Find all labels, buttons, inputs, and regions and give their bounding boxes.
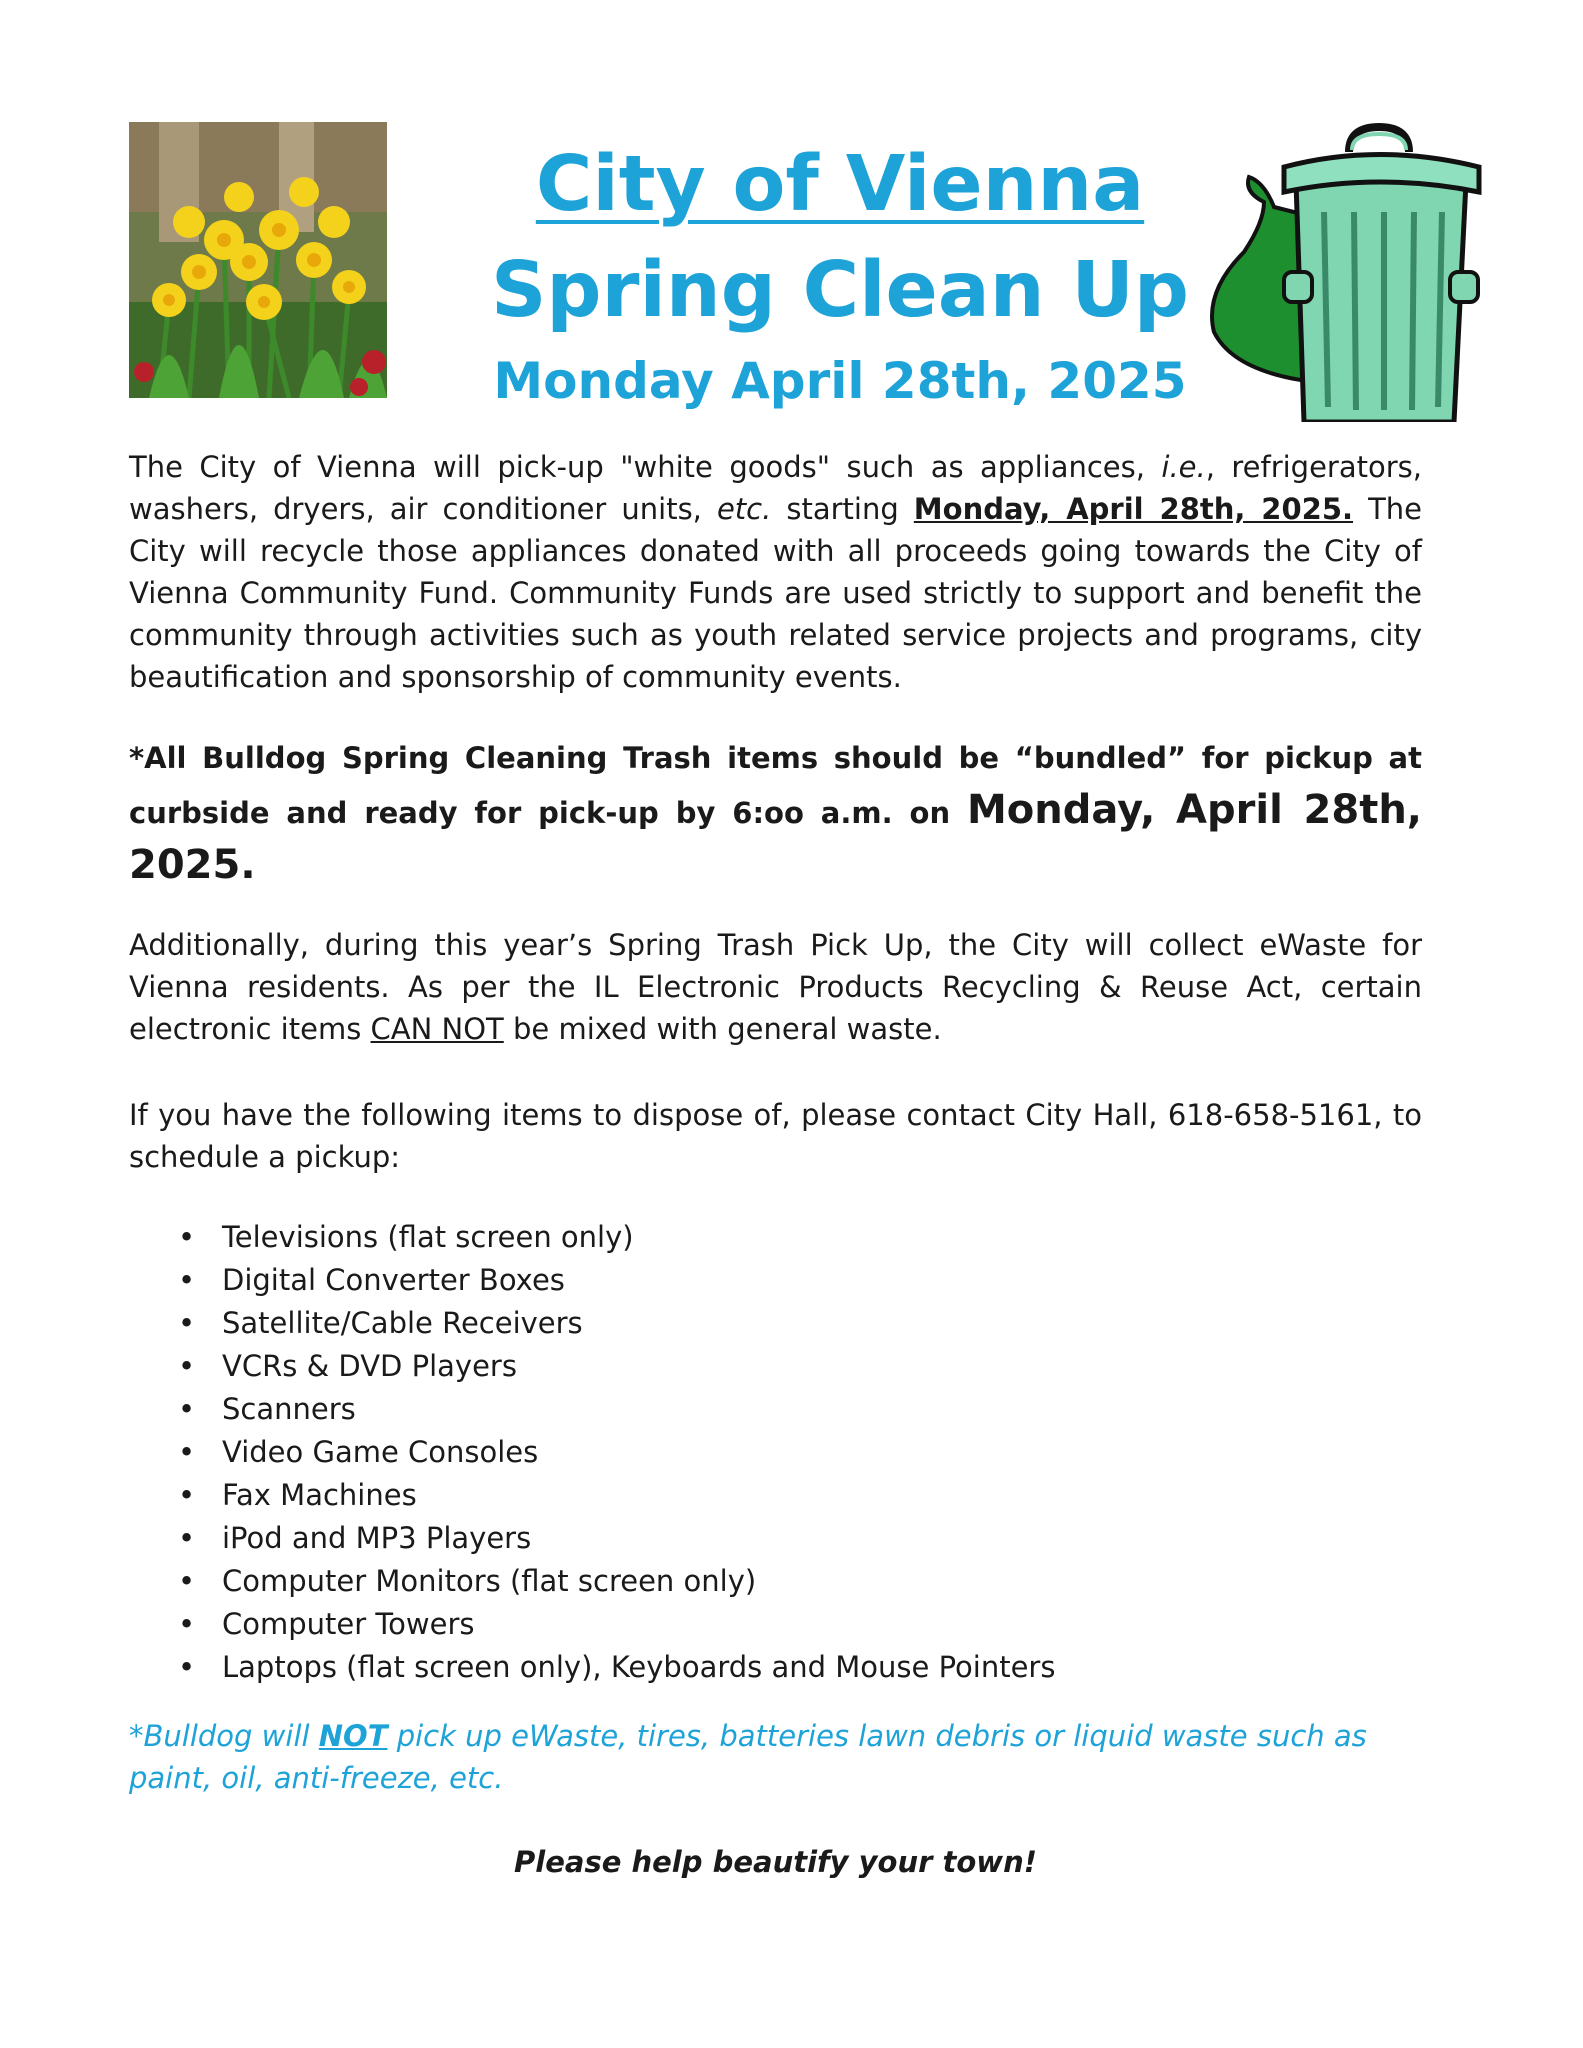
list-item: • Televisions (flat screen only) <box>222 1216 1422 1259</box>
ewaste-paragraph <box>129 924 1422 1050</box>
text: Additionally, during this year’s Spring Trash Pick Up, the City will collect eWaste for Vienna residents. As per the IL Electronic Products Recycling & Reuse Act, certain electronic items <box>129 928 1422 1046</box>
list-item: • iPod and MP3 Players <box>222 1517 1422 1560</box>
text-italic: i.e. <box>1161 450 1206 484</box>
pickup-date: Monday, April 28th, 2025. <box>913 492 1354 526</box>
flyer-body <box>129 446 1422 1883</box>
pickup-date-large: Monday, April 28th, 2025 <box>129 787 1422 888</box>
event-date: Monday April 28th, 2025 <box>493 352 1187 410</box>
bulldog-note <box>129 1715 1422 1799</box>
ewaste-items-list <box>129 1216 1422 1689</box>
text: The City will recycle those appliances donated with all proceeds going towards the City of Vienna Community Fund. Community Funds are used strictly to support and benefit the community through activities such as youth related service projects and programs, city beautification and sponsorship of community events. <box>129 492 1423 694</box>
list-item: • Digital Converter Boxes <box>222 1259 1422 1302</box>
list-item: • VCRs & DVD Players <box>222 1345 1422 1388</box>
text: pick up eWaste, tires, batteries lawn debris or liquid waste such as paint, oil, anti-freeze, etc. <box>129 1719 1367 1795</box>
daffodil-icon <box>129 122 387 398</box>
list-item: • Scanners <box>222 1388 1422 1431</box>
header <box>430 135 1250 415</box>
text: , refrigerators, washers, dryers, air conditioner units, <box>129 450 1422 526</box>
list-item: • Satellite/Cable Receivers <box>222 1302 1422 1345</box>
text: . <box>240 842 256 888</box>
daffodil-photo <box>129 122 387 398</box>
list-item: • Fax Machines <box>222 1474 1422 1517</box>
can-not-text: CAN NOT <box>370 1012 504 1046</box>
list-item: • Video Game Consoles <box>222 1431 1422 1474</box>
list-item: • Computer Monitors (flat screen only) <box>222 1560 1422 1603</box>
text-italic: etc. <box>716 492 772 526</box>
title-spring-clean-up: Spring Clean Up <box>490 246 1190 335</box>
contact-paragraph: If you have the following items to dispose of, please contact City Hall, 618-658-5161, to schedule a pickup: <box>129 1098 1422 1174</box>
text: *All Bulldog Spring Cleaning Trash items should be “bundled” for pickup at curbside and ready for pick-up by 6:oo a.m. on <box>129 741 1422 830</box>
white-goods-paragraph <box>129 446 1422 698</box>
text: *Bulldog will <box>129 1719 319 1753</box>
text: be mixed with general waste. <box>503 1012 942 1046</box>
bundled-paragraph <box>129 732 1422 894</box>
list-item: • Laptops (flat screen only), Keyboards and Mouse Pointers <box>222 1646 1422 1689</box>
closing-line: Please help beautify your town! <box>514 1845 1037 1879</box>
text: The City of Vienna will pick-up "white goods" such as appliances, <box>129 450 1162 484</box>
text: starting <box>771 492 914 526</box>
list-item: • Computer Towers <box>222 1603 1422 1646</box>
title-city: City of Vienna <box>535 140 1145 229</box>
not-text: NOT <box>318 1719 388 1753</box>
